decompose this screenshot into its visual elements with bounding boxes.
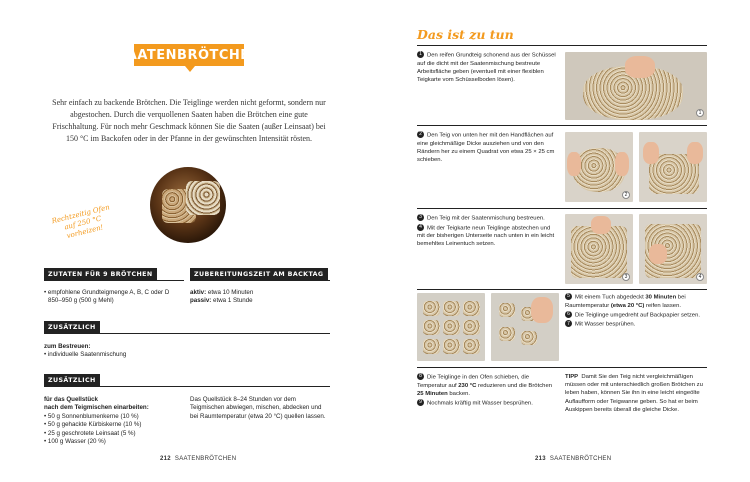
step-number: 3 [417, 214, 424, 221]
page-number: 213 [535, 456, 546, 462]
step-text: bei Raumtemperatur [565, 294, 686, 309]
ingredients-list [44, 289, 184, 306]
divider [417, 289, 707, 290]
sprinkle-item: • individuelle Saatenmischung [44, 351, 127, 359]
step-3-4 [417, 214, 557, 250]
step-photo-3 [565, 214, 633, 284]
soaker-item: • 50 g Sonnenblumenkerne (10 %) [44, 412, 139, 420]
roll-dough [463, 301, 480, 316]
step-photo-2b [639, 132, 707, 202]
extra-sprinkle [44, 343, 244, 360]
soaker-list [44, 396, 184, 446]
step-number: 5 [565, 293, 572, 300]
step-number: 6 [565, 311, 572, 318]
active-key: aktiv: [190, 289, 207, 296]
hand-image [687, 142, 703, 164]
roll-dough [443, 320, 460, 335]
step-text: Die Teiglinge in den Ofen schieben, die Temperatur auf [417, 374, 530, 389]
recipe-title: SAATENBRÖTCHEN [134, 44, 244, 66]
soaker-item: • 100 g Wasser (20 %) [44, 438, 106, 446]
prep-time [190, 289, 330, 306]
step-number: 2 [417, 131, 424, 138]
soaker-item: • 50 g gehackte Kürbiskerne (10 %) [44, 421, 142, 429]
step-5-7 [565, 293, 710, 330]
oven-note: Rechtzeitig Ofen auf 250 °C vorheizen! [50, 203, 111, 241]
hand-image [531, 297, 553, 323]
page-footer [160, 456, 236, 462]
step-number: 1 [417, 51, 424, 58]
extra-label: ZUSÄTZLICH [44, 321, 100, 333]
divider [417, 367, 707, 368]
photo-number: 4 [696, 273, 704, 281]
passive-key: passiv: [190, 297, 212, 305]
extra-label: ZUSÄTZLICH [44, 374, 100, 386]
ingredients-label: ZUTATEN FÜR 9 BRÖTCHEN [44, 268, 157, 280]
soaker-description: Das Quellstück 8–24 Stunden vor dem Teigmischen abwiegen, mischen, abdecken und bei Raumtemperatur (etwa 20 °C) quellen lassen. [190, 396, 326, 420]
step-8-9 [417, 373, 557, 409]
roll-dough [463, 339, 480, 354]
divider [417, 208, 707, 209]
step-text: reifen lassen. [644, 302, 681, 309]
page-label: SAATENBRÖTCHEN [549, 456, 612, 462]
step-text: reduzieren und die Brötchen [476, 382, 552, 389]
step-text-bold: (etwa 20 °C) [610, 302, 645, 309]
photo-number: 1 [696, 109, 704, 117]
step-photo-5 [417, 293, 485, 361]
intro-text: Sehr einfach zu backende Brötchen. Die Teiglinge werden nicht geformt, sondern nur abgestochen. Durch die verquollenen Saaten haben die Brötchen eine gute Frischhaltung. Für noch mehr Geschmack können Sie die Saaten (außer Leinsaat) bei 150 °C im Backofen oder in der Pfanne in der gewünschten Intensität rösten. [52, 98, 326, 143]
page-number: 212 [160, 456, 171, 462]
divider [417, 125, 707, 126]
sprinkle-heading: zum Bestreuen: [44, 343, 91, 350]
step-text: Den Teig von unten her mit den Handflächen auf eine gleichmäßige Dicke ausziehen und von den Rändern her zu einem Quadrat von etwa 25 × 25 cm schieben. [417, 132, 555, 164]
divider [417, 45, 707, 46]
roll-dough [423, 320, 440, 335]
photo-number: 3 [622, 273, 630, 281]
roll-dough [443, 301, 460, 316]
roll-image [186, 181, 220, 215]
divider [44, 386, 330, 387]
step-photo-2a [565, 132, 633, 202]
step-number: 8 [417, 373, 424, 380]
roll-dough [463, 320, 480, 335]
step-text: Mit der Teigkarte neun Teiglinge abstechen und mit der bisherigen Unterseite nach unten in ein leicht bemehltes Leinentuch setzen. [417, 225, 555, 248]
step-text: backen. [447, 390, 471, 397]
step-text-bold: 25 Minuten [417, 390, 448, 397]
ingredient-line: 850–950 g (500 g Mehl) [48, 297, 114, 305]
hand-image [643, 142, 659, 164]
step-text: Den reifen Grundteig schonend aus der Schüssel auf die dicht mit der Saatenmischung bestreute Arbeitsfläche geben (eventuell mit einer flexiblen Teigkarte vom Schüsselboden lösen). [417, 52, 556, 84]
steps-title: Das ist zu tun [417, 27, 514, 42]
step-text: Den Teig mit der Saatenmischung bestreuen. [427, 215, 545, 222]
ingredient-line: • empfohlene Grundteigmenge A, B, C oder D [44, 289, 170, 296]
divider [44, 280, 184, 281]
step-text: Die Teiglinge umgedreht auf Backpapier setzen. [575, 312, 700, 319]
step-text: Mit Wasser besprühen. [575, 321, 636, 328]
soaker-heading: für das Quellstück [44, 396, 98, 403]
right-page [375, 0, 750, 482]
title-pointer [185, 66, 195, 72]
step-number: 9 [417, 399, 424, 406]
step-number: 7 [565, 320, 572, 327]
roll-dough [521, 331, 537, 345]
soaker-heading: nach dem Teigmischen einarbeiten: [44, 404, 149, 412]
page-footer [535, 456, 611, 462]
active-value: etwa 10 Minuten [206, 289, 254, 296]
roll-dough [423, 339, 440, 354]
step-text: Nochmals kräftig mit Wasser besprühen. [427, 400, 533, 407]
prep-time-label: ZUBEREITUNGSZEIT AM BACKTAG [190, 268, 328, 280]
hand-image [591, 216, 611, 234]
roll-dough [443, 339, 460, 354]
step-text: Mit einem Tuch abgedeckt [575, 294, 646, 301]
hand-image [567, 152, 581, 176]
step-photo-1 [565, 52, 707, 120]
step-text-bold: 30 Minuten [645, 294, 677, 301]
divider [44, 333, 330, 334]
step-photo-6 [491, 293, 559, 361]
step-text-bold: 230 °C [458, 382, 477, 389]
tip-label: TIPP [565, 374, 579, 380]
tip-text: Damit Sie den Teig nicht vergleichmäßigen müssen oder mit unterschiedlich großen Brötchen zu leben haben, können Sie ihn in eine leicht eingeölte Auflaufform oder Teigwanne geben. So hat er beim Auskippen bereits überall die gleiche Dicke. [565, 374, 703, 413]
hand-image [625, 56, 655, 78]
step-1 [417, 51, 557, 85]
roll-dough [423, 301, 440, 316]
divider [190, 280, 330, 281]
roll-dough [499, 303, 515, 317]
step-2 [417, 131, 557, 165]
rolls-photo [150, 167, 226, 243]
page-label: SAATENBRÖTCHEN [174, 456, 237, 462]
photo-number: 2 [622, 191, 630, 199]
hand-image [649, 244, 667, 264]
tip-box [565, 373, 710, 414]
step-number: 4 [417, 224, 424, 231]
roll-dough [499, 327, 515, 341]
passive-value: etwa 1 Stunde [211, 297, 253, 305]
soaker-item: • 25 g geschrotete Leinsaat (5 %) [44, 429, 136, 437]
hand-image [615, 152, 629, 176]
step-photo-4 [639, 214, 707, 284]
